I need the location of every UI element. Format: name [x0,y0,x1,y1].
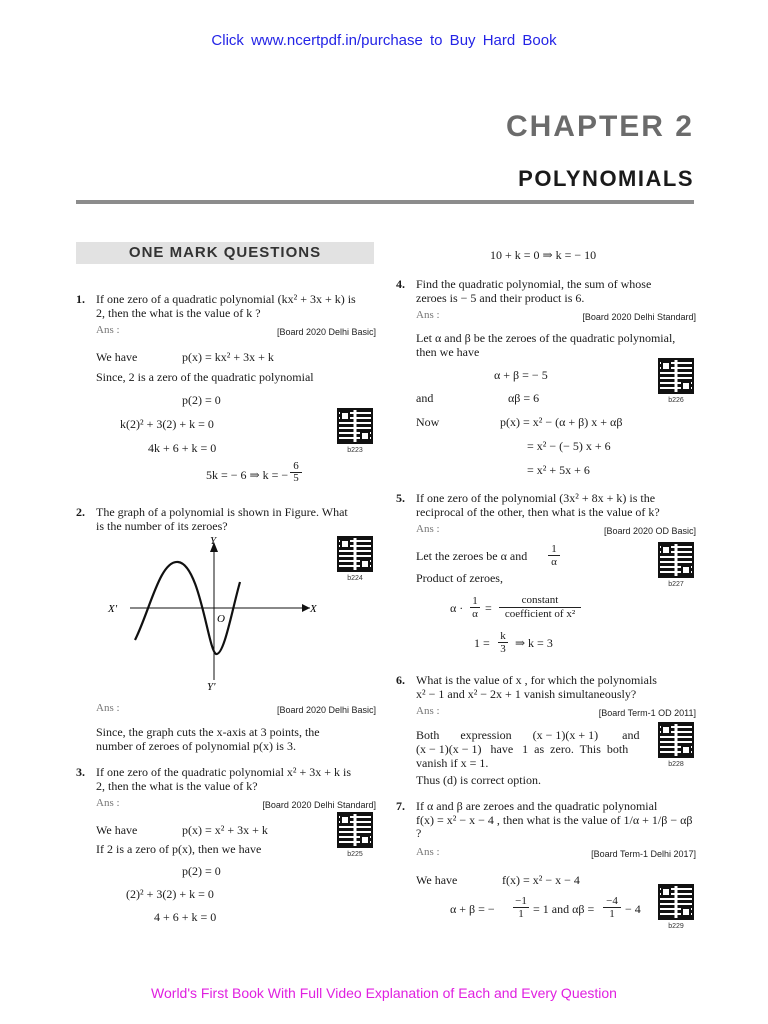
q7-we-have: We have [416,873,458,887]
q6-number: 6. [396,673,405,687]
q3-eq2: p(2) = 0 [182,864,221,878]
q2-ans-line2: number of zeroes of polynomial p(x) is 3. [96,739,296,753]
q1-eq1: p(x) = kx² + 3x + k [182,350,274,364]
q5-eq2-den: 3 [500,643,506,655]
q4-ans-line2: then we have [416,345,480,359]
chapter-title: POLYNOMIALS [518,166,694,191]
q5-eq-frac-alpha-den: α [472,608,478,620]
q5-eq-fraction-alpha [470,595,480,620]
q6-ans-line4: Thus (d) is correct option. [416,773,541,787]
q6-qr-code-icon[interactable] [658,722,694,758]
q7-eq2-num2: −4 [603,895,621,908]
q5-text-line2: reciprocal of the other, then what is the value of k? [416,505,660,519]
q4-qr-code-icon[interactable] [658,358,694,394]
q3-qr-label: b225 [347,851,363,858]
graph-label-x: X [310,603,317,615]
graph-label-y-prime: Y' [207,681,216,693]
q1-eq2: p(2) = 0 [182,393,221,407]
q7-eq2c: − 4 [625,902,641,916]
q1-qr-label: b223 [347,447,363,454]
q5-number: 5. [396,491,405,505]
q5-qr-label: b227 [668,581,684,588]
q3-eq1: p(x) = x² + 3x + k [182,823,268,837]
q2-qr-label: b224 [347,575,363,582]
q6-ans-line3: vanish if x = 1. [416,756,489,770]
q2-number: 2. [76,505,85,519]
q3-continued-eq: 10 + k = 0 ⇒ k = − 10 [490,248,597,262]
q3-eq4: 4 + 6 + k = 0 [154,910,217,924]
q1-since: Since, 2 is a zero of the quadratic polynomial [96,370,314,384]
q5-text-line1: If one zero of the polynomial (3x² + 8x + k) is the [416,491,656,505]
graph-label-y: Y [210,535,217,547]
q3-number: 3. [76,765,85,779]
q4-eq5: = x² + 5x + 6 [527,463,590,477]
q1-ans-label: Ans : [96,324,120,336]
q7-ans-label: Ans : [416,846,440,858]
q5-eq-frac-alpha-num: 1 [470,595,480,608]
q4-number: 4. [396,277,405,291]
chapter-number: CHAPTER 2 [505,110,694,143]
x-axis-arrow-icon [302,604,310,612]
q7-qr-code-icon[interactable] [658,884,694,920]
q5-eq-num: constant [499,594,581,608]
graph-label-origin: O [217,613,225,625]
q5-fraction1 [548,543,560,568]
video-explanation-link[interactable]: World's First Book With Full Video Explanation of Each and Every Question [151,985,617,1001]
q4-text-line2: zeroes is − 5 and their product is 6. [416,291,585,305]
q3-board: [Board 2020 Delhi Standard] [262,800,376,810]
q3-ans-label: Ans : [96,797,120,809]
q5-eq2-fraction [498,630,508,655]
q7-board: [Board Term-1 Delhi 2017] [591,849,696,859]
q1-we-have: We have [96,350,138,364]
q1-number: 1. [76,292,85,306]
q7-eq2-num: −1 [513,895,529,908]
q5-eq2-left: 1 = [474,636,490,650]
q5-eq2-num: k [498,630,508,643]
q5-frac1-den: α [551,556,557,568]
q7-eq1: f(x) = x² − x − 4 [502,873,580,887]
section-title: ONE MARK QUESTIONS [128,244,322,261]
q1-fraction [290,461,302,484]
q6-board: [Board Term-1 OD 2011] [598,708,696,718]
q5-eq-fraction [499,594,581,621]
q5-qr-code-icon[interactable] [658,542,694,578]
q5-frac1-num: 1 [548,543,560,556]
q1-eq5: 5k = − 6 ⇒ k = − [206,468,289,482]
q6-text-line1: What is the value of x , for which the polynomials [416,673,657,687]
q2-ans-label: Ans : [96,702,120,714]
q6-ans-label: Ans : [416,705,440,717]
q7-qr-label: b229 [668,923,684,930]
q7-text-line1: If α and β are zeroes and the quadratic polynomial [416,799,658,813]
q2-text-line2: is the number of its zeroes? [96,519,228,533]
q1-qr-code-icon[interactable] [337,408,373,444]
q5-eq2-right: ⇒ k = 3 [515,636,553,650]
q2-ans-line1: Since, the graph cuts the x-axis at 3 points, the [96,725,320,739]
q3-eq3: (2)² + 3(2) + k = 0 [126,887,214,901]
q3-qr-code-icon[interactable] [337,812,373,848]
q6-qr-label: b228 [668,761,684,768]
q7-eq2-fraction2 [603,895,621,920]
q7-number: 7. [396,799,405,813]
q2-qr-code-icon[interactable] [337,536,373,572]
q6-text-line2: x² − 1 and x² − 2x + 1 vanish simultaneously? [416,687,637,701]
q5-ans-line2: Product of zeroes, [416,571,503,585]
q1-board: [Board 2020 Delhi Basic] [276,327,376,337]
q4-eq2: αβ = 6 [508,391,540,405]
q1-eq4: 4k + 6 + k = 0 [148,441,217,455]
q5-board: [Board 2020 OD Basic] [603,526,696,536]
buy-hard-book-link[interactable]: Click www.ncertpdf.in/purchase to Buy Hard Book [211,32,557,49]
q1-frac-num: 6 [290,461,302,473]
q5-eq-den: coefficient of x² [504,608,576,620]
q5-ans-line1: Let the zeroes be α and [416,549,528,563]
q5-eq-left: α · [450,601,464,615]
q5-eq-equals: = [485,601,492,615]
q4-ans-label: Ans : [416,309,440,321]
q2-text-line1: The graph of a polynomial is shown in Figure. What [96,505,348,519]
q4-board: [Board 2020 Delhi Standard] [582,312,696,322]
q1-eq3: k(2)² + 3(2) + k = 0 [120,417,214,431]
q3-we-have: We have [96,823,138,837]
q4-eq3: p(x) = x² − (α + β) x + αβ [500,415,623,429]
q1-text-line1: If one zero of a quadratic polynomial (kx² + 3x + k) is [96,292,356,306]
q7-text-line3: ? [416,826,422,840]
polynomial-graph [100,530,330,695]
q1-frac-den: 5 [293,472,299,484]
q3-line3: If 2 is a zero of p(x), then we have [96,842,262,856]
q5-ans-label: Ans : [416,523,440,535]
q1-text-line2: 2, then the what is the value of k ? [96,306,261,320]
q6-ans-line1: Both expression (x − 1)(x + 1) and [416,728,640,742]
q7-eq2a: α + β = − [450,902,495,916]
q4-eq1: α + β = − 5 [494,368,548,382]
q7-text-line2: f(x) = x² − x − 4 , then what is the value of 1/α + 1/β − αβ [416,813,693,827]
q4-ans-line1: Let α and β be the zeroes of the quadratic polynomial, [416,331,676,345]
q7-eq2b: = 1 and αβ = [533,902,595,916]
q4-and: and [416,391,434,405]
q2-board: [Board 2020 Delhi Basic] [276,705,376,715]
q7-eq2-fraction1 [513,895,529,920]
q4-eq4: = x² − (− 5) x + 6 [527,439,611,453]
q3-text-line1: If one zero of the quadratic polynomial x² + 3x + k is [96,765,352,779]
graph-label-x-prime: X' [108,603,118,615]
q7-eq2-den2: 1 [609,908,615,920]
q7-eq2-den: 1 [518,908,524,920]
q4-text-line1: Find the quadratic polynomial, the sum of whose [416,277,652,291]
q4-qr-label: b226 [668,397,684,404]
header-divider [76,200,694,204]
q6-ans-line2: (x − 1)(x − 1) have 1 as zero. This both [416,742,629,756]
q3-text-line2: 2, then the what is the value of k? [96,779,258,793]
q4-now: Now [416,415,440,429]
